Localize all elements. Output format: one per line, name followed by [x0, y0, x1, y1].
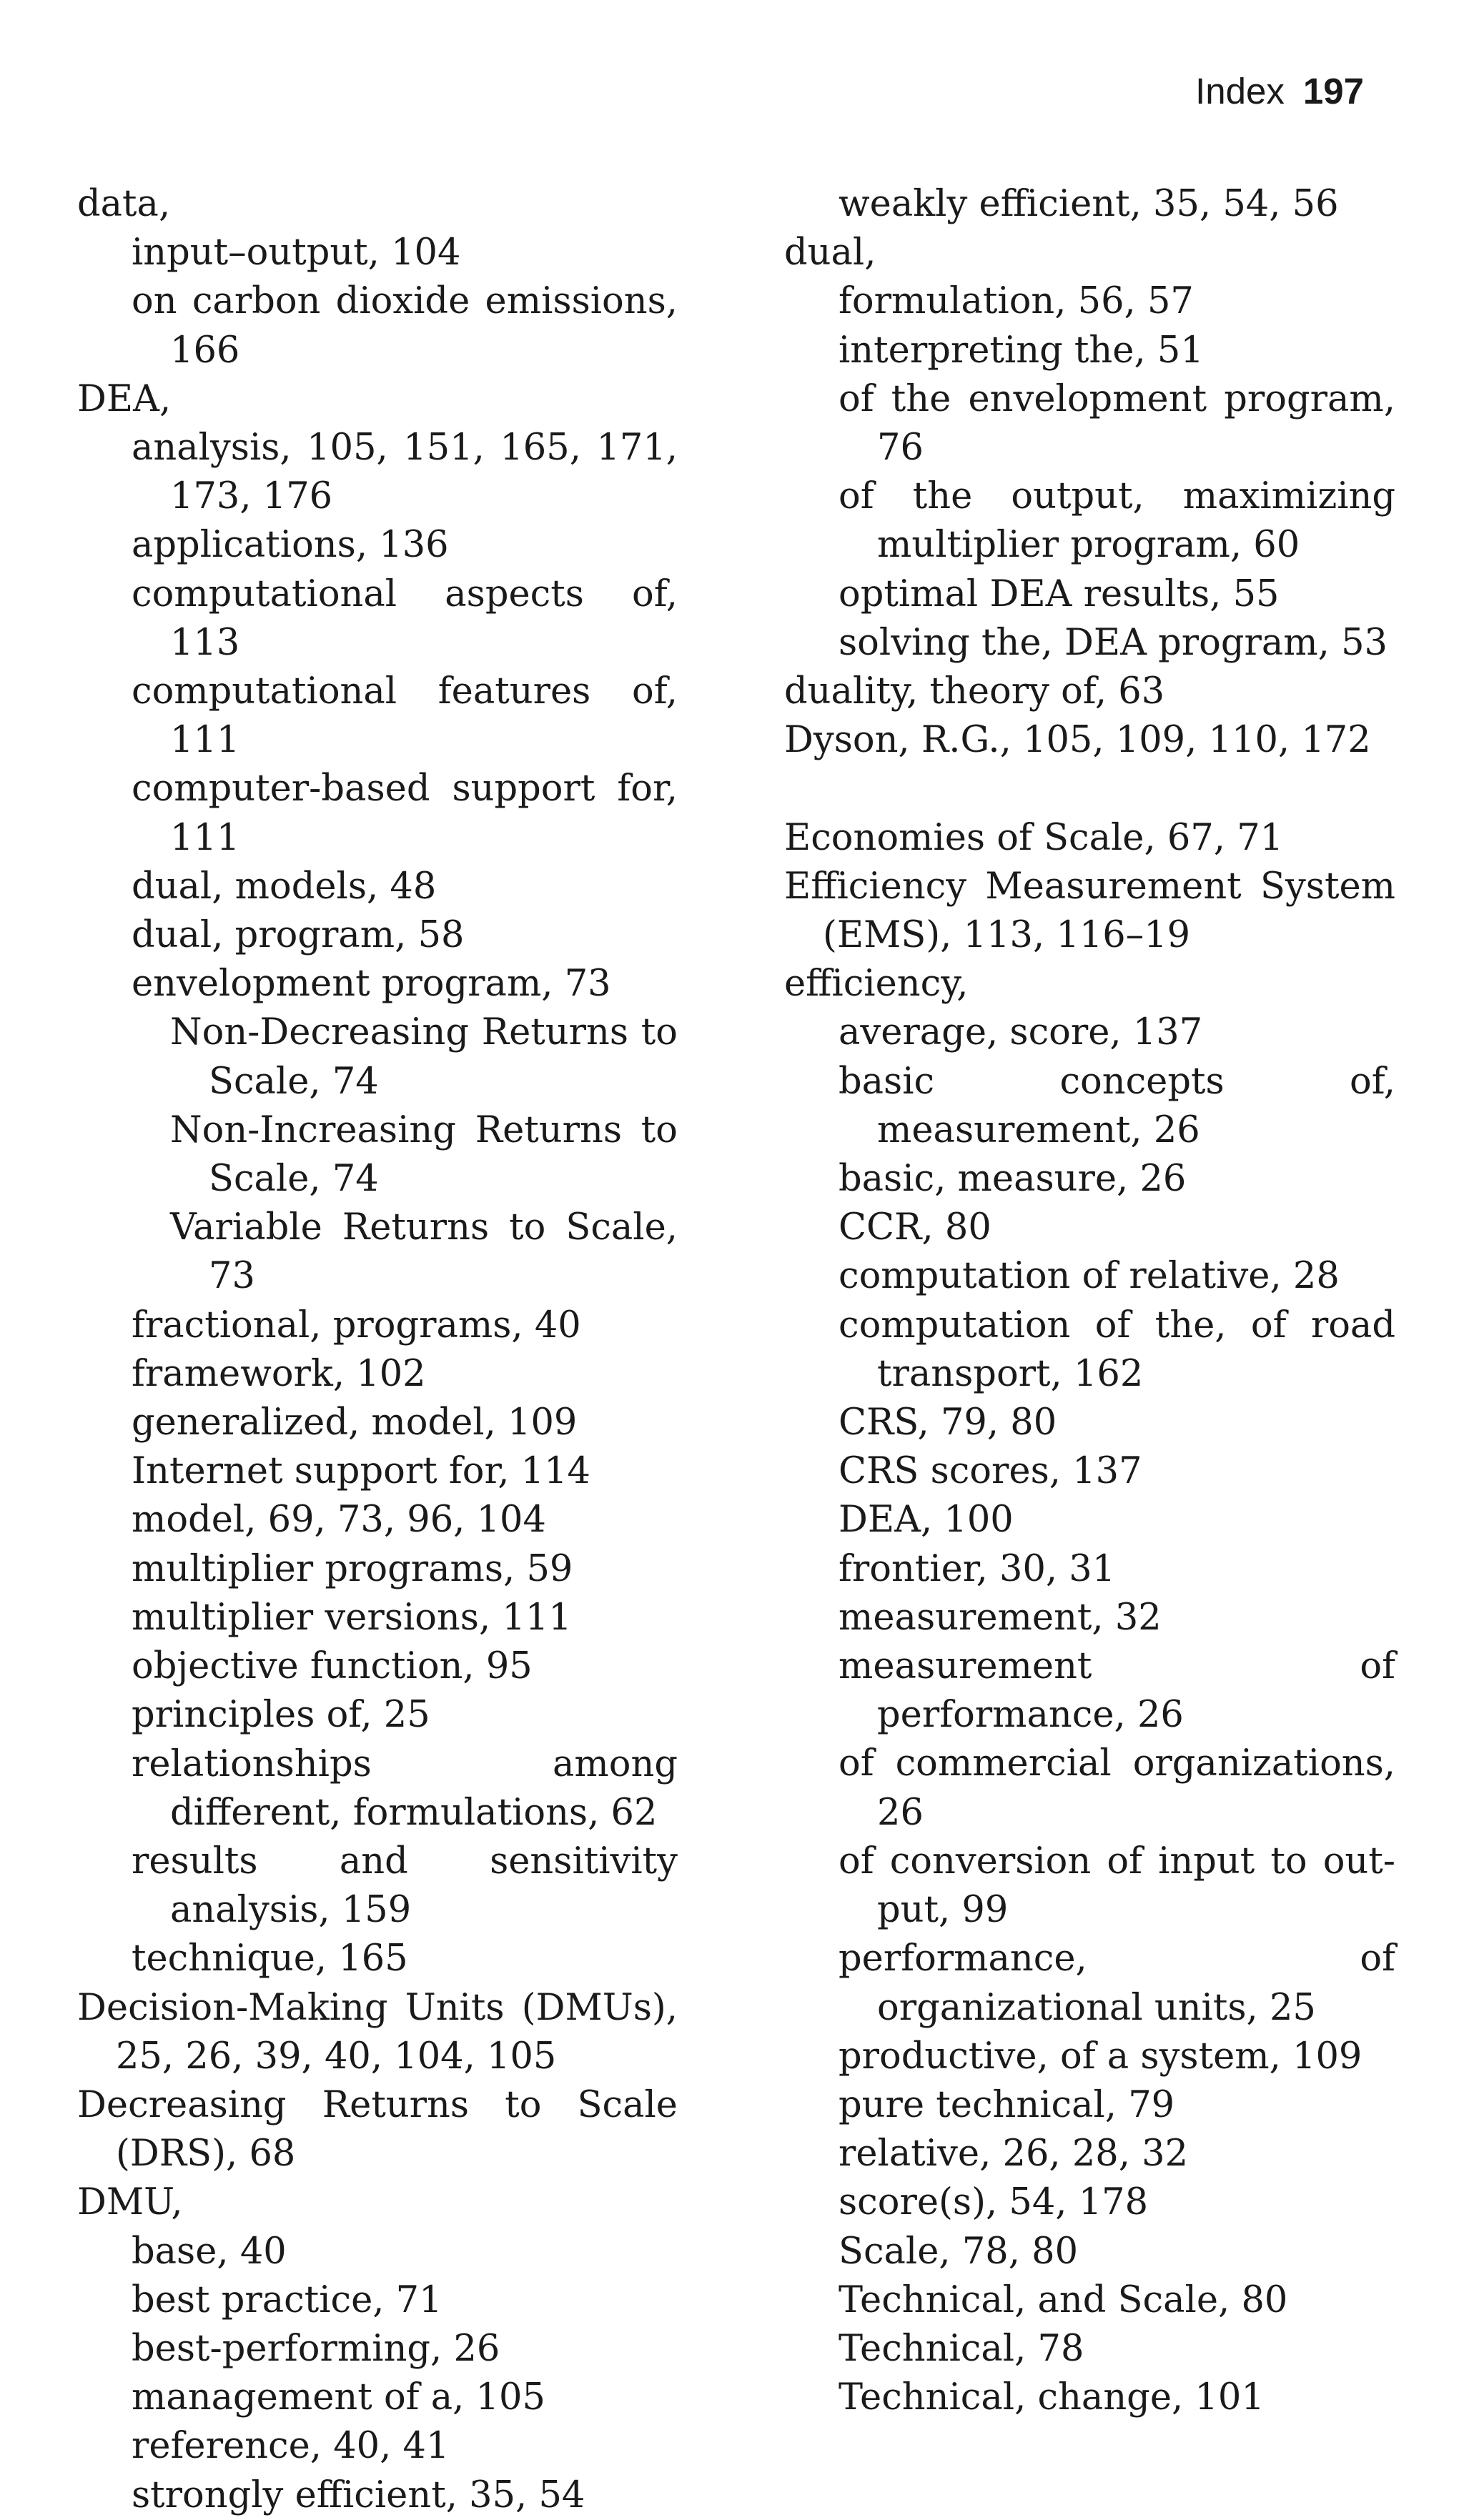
index-subentry: principles of, 25	[132, 1694, 430, 1737]
index-entry: duality, theory of, 63	[784, 670, 1165, 713]
index-subentry: basic, measure, 26	[839, 1158, 1187, 1201]
index-subentry: technique, 165	[132, 1938, 408, 1980]
index-subentry: of conversion of input to out-put, 99	[839, 1840, 1395, 1932]
index-subentry: score(s), 54, 178	[839, 2181, 1149, 2224]
index-subentry: frontier, 30, 31	[839, 1547, 1116, 1590]
index-entry: Dyson, R.G., 105, 109, 110, 172	[784, 719, 1371, 762]
page-number: 197	[1302, 71, 1364, 111]
index-subentry: Technical, change, 101	[839, 2376, 1265, 2419]
index-subentry: reference, 40, 41	[132, 2425, 450, 2468]
index-subentry: basic concepts of, measurement, 26	[839, 1060, 1395, 1151]
index-subentry: model, 69, 73, 96, 104	[132, 1499, 546, 1542]
index-subentry: Technical, and Scale, 80	[839, 2278, 1288, 2321]
index-subentry: CCR, 80	[839, 1206, 991, 1249]
index-subentry: fractional, programs, 40	[132, 1304, 581, 1346]
index-subentry: relationships among different, formulations, 62	[132, 1742, 678, 1834]
index-subentry: computational features of, 111	[132, 670, 678, 762]
index-subentry: optimal DEA results, 55	[839, 572, 1280, 615]
index-subentry: average, score, 137	[839, 1011, 1203, 1054]
index-subentry: computation of relative, 28	[839, 1255, 1340, 1298]
index-subentry: Non-Increasing Returns to Scale, 74	[170, 1108, 678, 1201]
index-subentry: weakly efficient, 35, 54, 56	[839, 183, 1339, 225]
index-subentry: Non-Decreasing Returns to Scale, 74	[170, 1011, 678, 1103]
index-subentry: analysis, 105, 151, 165, 171, 173, 176	[132, 427, 678, 518]
index-subentry: of the envelopment program, 76	[839, 377, 1395, 470]
index-subentry: productive, of a system, 109	[839, 2035, 1362, 2078]
index-entry: Decision-Making Units (DMUs), 25, 26, 39, 40, 104, 105	[77, 1986, 678, 2078]
index-entry: Decreasing Returns to Scale (DRS), 68	[77, 2083, 678, 2176]
index-entry: efficiency,	[784, 963, 969, 1006]
index-subentry: best-performing, 26	[132, 2327, 500, 2370]
index-subentry: base, 40	[132, 2230, 287, 2273]
index-subentry: dual, program, 58	[132, 914, 465, 957]
index-subentry: strongly efficient, 35, 54	[132, 2474, 585, 2516]
index-subentry: interpreting the, 51	[839, 329, 1204, 372]
index-subentry: measurement, 32	[839, 1596, 1162, 1639]
index-subentry: CRS scores, 137	[839, 1450, 1142, 1493]
index-subentry: Scale, 78, 80	[839, 2230, 1079, 2273]
index-subentry: dual, models, 48	[132, 865, 437, 908]
index-subentry: solving the, DEA program, 53	[839, 621, 1388, 664]
index-subentry: DEA, 100	[839, 1499, 1014, 1542]
index-section-gap	[784, 765, 1395, 813]
index-subentry: results and sensitivity analysis, 159	[132, 1840, 678, 1932]
index-subentry: framework, 102	[132, 1352, 426, 1395]
index-subentry: applications, 136	[132, 524, 449, 567]
index-column-right	[784, 180, 1395, 2422]
index-entry: DEA,	[77, 377, 172, 420]
index-subentry: computer-based support for, 111	[132, 768, 678, 859]
index-subentry: measurement of performance, 26	[839, 1645, 1395, 1737]
index-subentry: performance, of organizational units, 25	[839, 1938, 1395, 2029]
index-subentry: management of a, 105	[132, 2376, 545, 2419]
index-subentry: CRS, 79, 80	[839, 1402, 1057, 1444]
index-subentry: computation of the, of road transport, 162	[839, 1304, 1395, 1395]
index-subentry: objective function, 95	[132, 1645, 533, 1688]
index-subentry: multiplier programs, 59	[132, 1547, 573, 1590]
index-subentry: computational aspects of, 113	[132, 572, 678, 664]
index-subentry: relative, 26, 28, 32	[839, 2133, 1189, 2176]
index-subentry: input–output, 104	[132, 232, 461, 274]
index-subentry: formulation, 56, 57	[839, 280, 1194, 323]
index-entry: dual,	[784, 232, 876, 274]
index-entry: DMU,	[77, 2181, 183, 2224]
index-subentry: multiplier versions, 111	[132, 1596, 572, 1639]
index-entry: Efficiency Measurement System (EMS), 113, 116–19	[784, 865, 1395, 957]
index-subentry: Technical, 78	[839, 2327, 1084, 2370]
index-subentry: Variable Returns to Scale, 73	[170, 1206, 678, 1298]
index-subentry: pure technical, 79	[839, 2083, 1175, 2126]
index-subentry: on carbon dioxide emissions, 166	[132, 280, 678, 372]
running-header	[1195, 69, 1364, 114]
index-entry: data,	[77, 183, 171, 225]
index-subentry: generalized, model, 109	[132, 1402, 578, 1444]
index-subentry: best practice, 71	[132, 2278, 442, 2321]
index-subentry: of the output, maximizing multiplier program, 60	[839, 475, 1395, 567]
index-subentry: Internet support for, 114	[132, 1450, 591, 1493]
section-title: Index	[1195, 71, 1285, 111]
index-entry: Economies of Scale, 67, 71	[784, 816, 1284, 859]
index-subentry: of commercial organizations, 26	[839, 1742, 1395, 1834]
index-subentry: envelopment program, 73	[132, 963, 611, 1006]
index-column-left	[77, 180, 678, 2520]
